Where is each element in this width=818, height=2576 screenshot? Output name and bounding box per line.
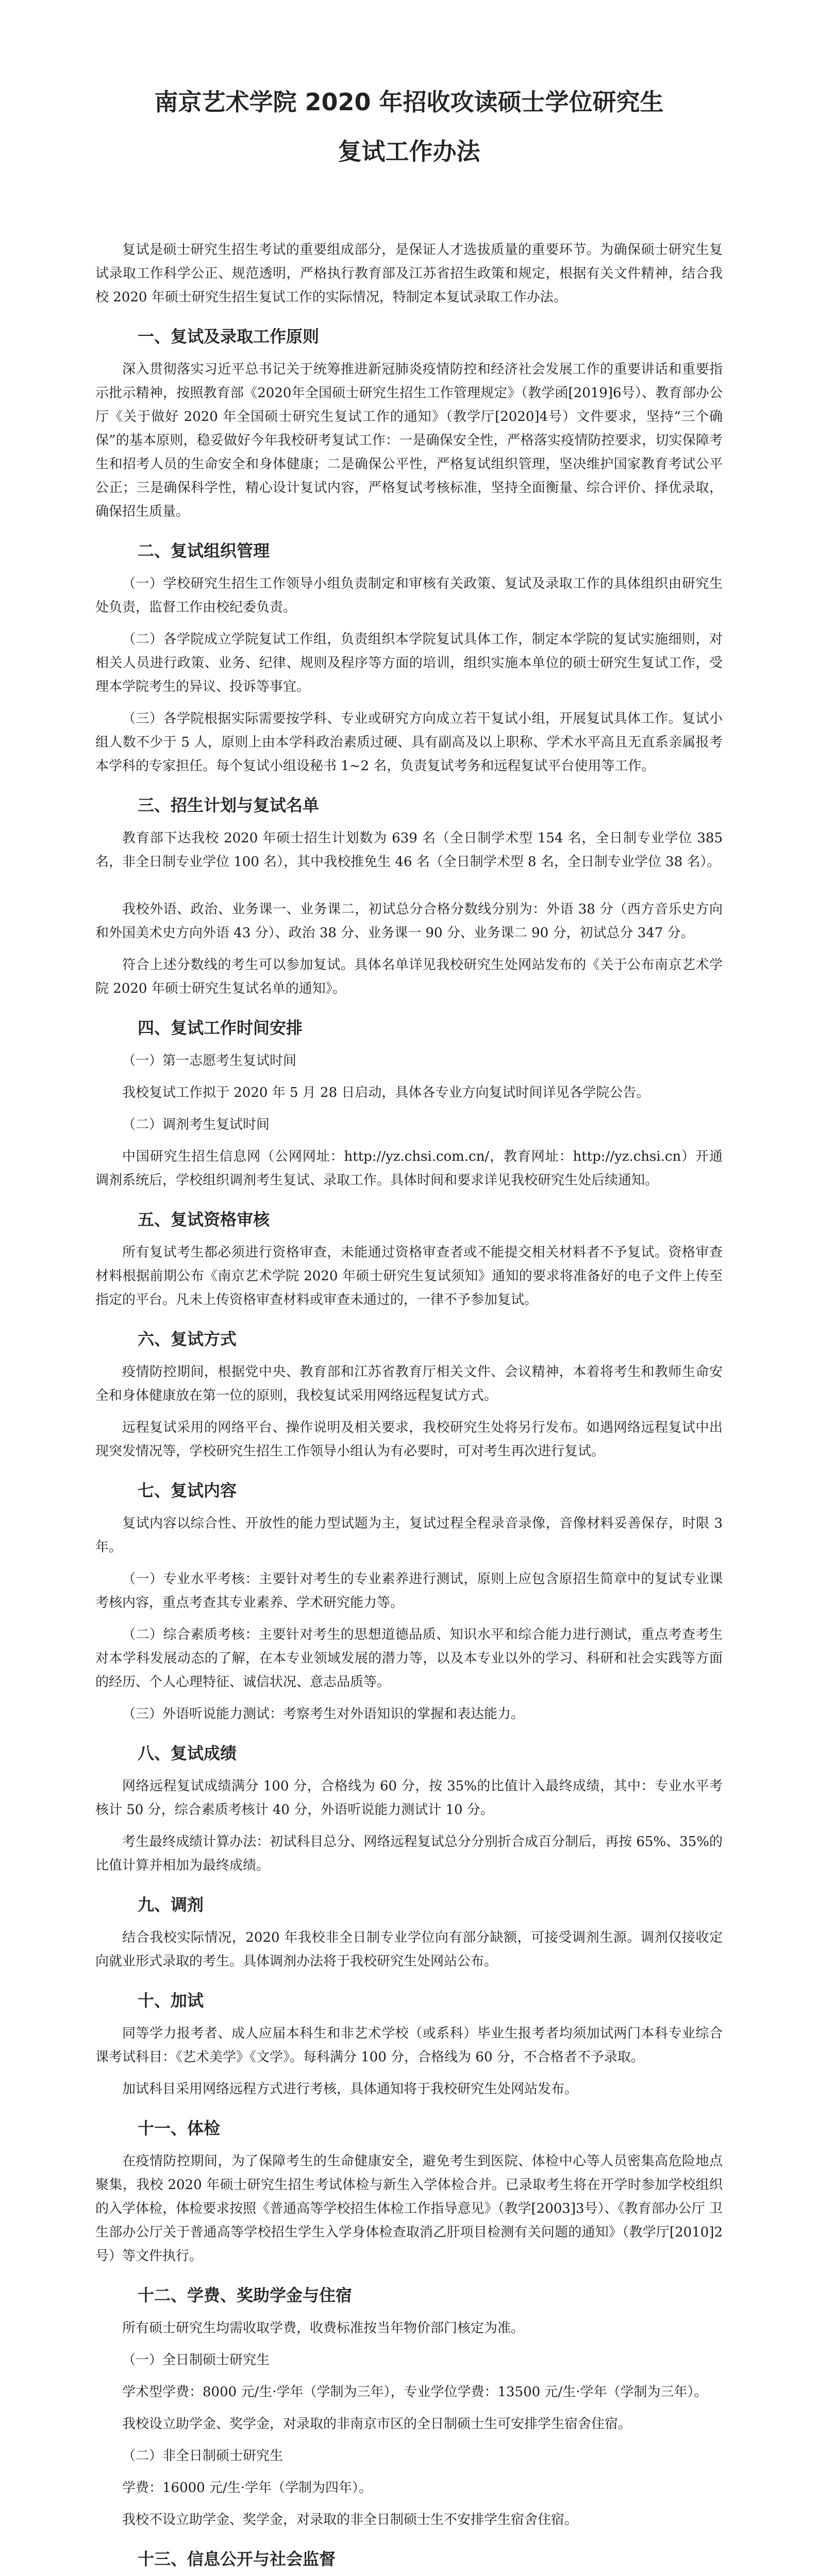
section-4-subheading-1: （一）第一志愿考生复试时间 <box>122 1053 297 1069</box>
section-heading-6: 六、复试方式 <box>138 1329 237 1349</box>
section-3-paragraph-2: 我校外语、政治、业务课一、业务课二，初试总分合格分数线分别为：外语 38 分（西方音乐史方向和外国美术史方向外语 43 分）、政治 38 分、业务课一 90 分、业务课二 90 分，初试总分 347 分。 <box>95 902 723 941</box>
section-12-subheading-2: （二）非全日制硕士研究生 <box>122 2448 283 2464</box>
section-12-paragraph-5: 我校不设立助学金、奖学金，对录取的非全日制硕士生不安排学生宿舍住宿。 <box>122 2512 578 2528</box>
section-6-paragraph-2: 远程复试采用的网络平台、操作说明及相关要求，我校研究生处将另行发布。如遇网络远程复试中出现突发情况等，学校研究生招生工作领导小组认为有必要时，可对考生再次进行复试。 <box>95 1420 723 1459</box>
section-7-paragraph-3: （二）综合素质考核：主要针对考生的思想道德品质、知识水平和综合能力进行测试，重点考查考生对本学科发展动态的了解，在本专业领域发展的潜力等，以及本专业以外的学习、科研和社会实践等方面的经历、个人心理特征、诚信状况、意志品质等。 <box>95 1627 723 1690</box>
section-5-paragraph: 所有复试考生都必须进行资格审查，未能通过资格审查者或不能提交相关材料者不予复试。资格审查材料根据前期公布《南京艺术学院 2020 年硕士研究生复试须知》通知的要求将准备好的电子文件上传至指定的平台。凡未上传资格审查材料或审查未通过的，一律不予参加复试。 <box>95 1245 723 1308</box>
spacer <box>95 882 723 897</box>
section-heading-4: 四、复试工作时间安排 <box>138 1018 303 1038</box>
section-12-subheading-1: （一）全日制硕士研究生 <box>122 2352 270 2368</box>
section-2-paragraph-1: （一）学校研究生招生工作领导小组负责制定和审核有关政策、复试及录取工作的具体组织由研究生处负责，监督工作由校纪委负责。 <box>95 576 723 615</box>
section-10-paragraph-1: 同等学力报考者、成人应届本科生和非艺术学校（或系科）毕业生报考者均须加试两门本科专业综合课考试科目：《艺术美学》《文学》。每科满分 100 分，合格线为 60 分，不合格者不予录取。 <box>95 2026 723 2065</box>
document-title-line1: 南京艺术学院 2020 年招收攻读硕士学位研究生 <box>154 88 664 116</box>
section-7-paragraph-2: （一）专业水平考核：主要针对考生的专业素养进行测试，原则上应包含原招生简章中的复试专业课考核内容，重点考查其专业素养、学术研究能力等。 <box>95 1571 723 1611</box>
section-6-paragraph-1: 疫情防控期间，根据党中央、教育部和江苏省教育厅相关文件、会议精神，本着将考生和教师生命安全和身体健康放在第一位的原则，我校复试采用网络远程复试方式。 <box>95 1364 723 1403</box>
section-2-paragraph-3: （三）各学院根据实际需要按学科、专业或研究方向成立若干复试小组，开展复试具体工作。复试小组人数不少于 5 人，原则上由本学科政治素质过硬、具有副高及以上职称、学术水平高且无直系亲属报考本学科的专家担任。每个复试小组设秘书 1~2 名，负责复试考务和远程复试平台使用等工作。 <box>95 711 723 774</box>
section-8-paragraph-2: 考生最终成绩计算办法：初试科目总分、网络远程复试总分分别折合成百分制后，再按 65%、35%的比值计算并相加为最终成绩。 <box>95 1834 723 1873</box>
section-1-paragraph: 深入贯彻落实习近平总书记关于统筹推进新冠肺炎疫情防控和经济社会发展工作的重要讲话和重要指示批示精神，按照教育部《2020年全国硕士研究生招生工作管理规定》（教学函[2019]6号）、教育部办公厅《关于做好 2020 年全国硕士研究生复试工作的通知》（教学厅[2020]4号）文件要求，坚持“三个确保”的基本原则，稳妥做好今年我校研考复试工作：一是确保安全性，严格落实疫情防控要求，切实保障考生和招考人员的生命安全和身体健康；二是确保公平性，严格复试组织管理，坚决维护国家教育考试公平公正；三是确保科学性，精心设计复试内容，严格复试考核标准，坚持全面衡量、综合评价、择优录取，确保招生质量。 <box>95 362 723 519</box>
section-heading-10: 十、加试 <box>138 1991 204 2010</box>
section-12-paragraph-4: 学费：16000 元/生·学年（学制为四年）。 <box>122 2480 372 2496</box>
section-2-paragraph-2: （二）各学院成立学院复试工作组，负责组织本学院复试具体工作，制定本学院的复试实施细则，对相关人员进行政策、业务、纪律、规则及程序等方面的培训，组织实施本单位的硕士研究生复试工作，受理本学院考生的异议、投诉等事宜。 <box>95 632 723 694</box>
intro-paragraph: 复试是硕士研究生招生考试的重要组成部分，是保证人才选拔质量的重要环节。为确保硕士研究生复试录取工作科学公正、规范透明，严格执行教育部及江苏省招生政策和规定，根据有关文件精神，结合我校 2020 年硕士研究生招生复试工作的实际情况，特制定本复试录取工作办法。 <box>95 242 723 305</box>
section-heading-1: 一、复试及录取工作原则 <box>138 327 320 346</box>
section-12-paragraph-3: 我校设立助学金、奖学金，对录取的非南京市区的全日制硕士生可安排学生宿舍住宿。 <box>122 2416 632 2432</box>
section-heading-8: 八、复试成绩 <box>138 1743 237 1763</box>
section-3-paragraph-3: 符合上述分数线的考生可以参加复试。具体名单详见我校研究生处网站发布的《关于公布南京艺术学院 2020 年硕士研究生复试名单的通知》。 <box>95 957 723 996</box>
section-3-paragraph-1: 教育部下达我校 2020 年硕士招生计划数为 639 名（全日制学术型 154 名，全日制专业学位 385 名，非全日制专业学位 100 名），其中我校推免生 46 名（全日制学术型 8 名，全日制专业学位 38 名）。 <box>95 831 723 870</box>
section-9-paragraph: 结合我校实际情况，2020 年我校非全日制专业学位向有部分缺额，可接受调剂生源。调剂仅接收定向就业形式录取的考生。具体调剂办法将于我校研究生处网站公布。 <box>95 1930 723 1969</box>
section-12-paragraph-1: 所有硕士研究生均需收取学费，收费标准按当年物价部门核定为准。 <box>122 2320 525 2336</box>
section-11-paragraph: 在疫情防控期间，为了保障考生的生命健康安全，避免考生到医院、体检中心等人员密集高危险地点聚集，我校 2020 年硕士研究生招生考试体检与新生入学体检合并。已录取考生将在开学时参加学校组织的入学体检，体检要求按照《普通高等学校招生体检工作指导意见》（教学[2003]3号）、《教育部办公厅 卫生部办公厅关于普通高等学校招生学生入学身体检查取消乙肝项目检测有关问题的通知》（教学厅[2010]2号）等文件执行。 <box>95 2154 723 2264</box>
section-heading-7: 七、复试内容 <box>138 1481 237 1500</box>
section-4-paragraph-1: 我校复试工作拟于 2020 年 5 月 28 日启动，具体各专业方向复试时间详见各学院公告。 <box>122 1085 650 1100</box>
section-heading-12: 十二、学费、奖助学金与住宿 <box>138 2285 353 2305</box>
section-heading-13: 十三、信息公开与社会监督 <box>138 2549 336 2569</box>
section-4-subheading-2: （二）调剂考生复试时间 <box>122 1117 270 1132</box>
section-10-paragraph-2: 加试科目采用网络远程方式进行考核，具体通知将于我校研究生处网站发布。 <box>122 2081 578 2097</box>
section-heading-5: 五、复试资格审核 <box>138 1210 270 1229</box>
section-8-paragraph-1: 网络远程复试成绩满分 100 分，合格线为 60 分，按 35%的比值计入最终成绩，其中：专业水平考核计 50 分，综合素质考核计 40 分，外语听说能力测试计 10 分。 <box>95 1778 723 1818</box>
document-title-line2: 复试工作办法 <box>338 138 480 165</box>
section-7-paragraph-4: （三）外语听说能力测试：考察考生对外语知识的掌握和表达能力。 <box>122 1706 525 1722</box>
section-12-paragraph-2: 学术型学费：8000 元/生·学年（学制为三年），专业学位学费：13500 元/生·学年（学制为三年）。 <box>122 2384 708 2400</box>
section-heading-11: 十一、体检 <box>138 2119 221 2138</box>
section-heading-2: 二、复试组织管理 <box>138 541 270 561</box>
section-4-paragraph-2: 中国研究生招生信息网（公网网址：http://yz.chsi.com.cn/，教育网址：http://yz.chsi.cn）开通调剂系统后，学校组织调剂考生复试、录取工作。具体时间和要求详见我校研究生处后续通知。 <box>95 1149 723 1188</box>
section-heading-3: 三、招生计划与复试名单 <box>138 795 320 815</box>
section-7-paragraph-1: 复试内容以综合性、开放性的能力型试题为主，复试过程全程录音录像，音像材料妥善保存，时限 3 年。 <box>95 1516 723 1555</box>
section-heading-9: 九、调剂 <box>138 1895 204 1914</box>
